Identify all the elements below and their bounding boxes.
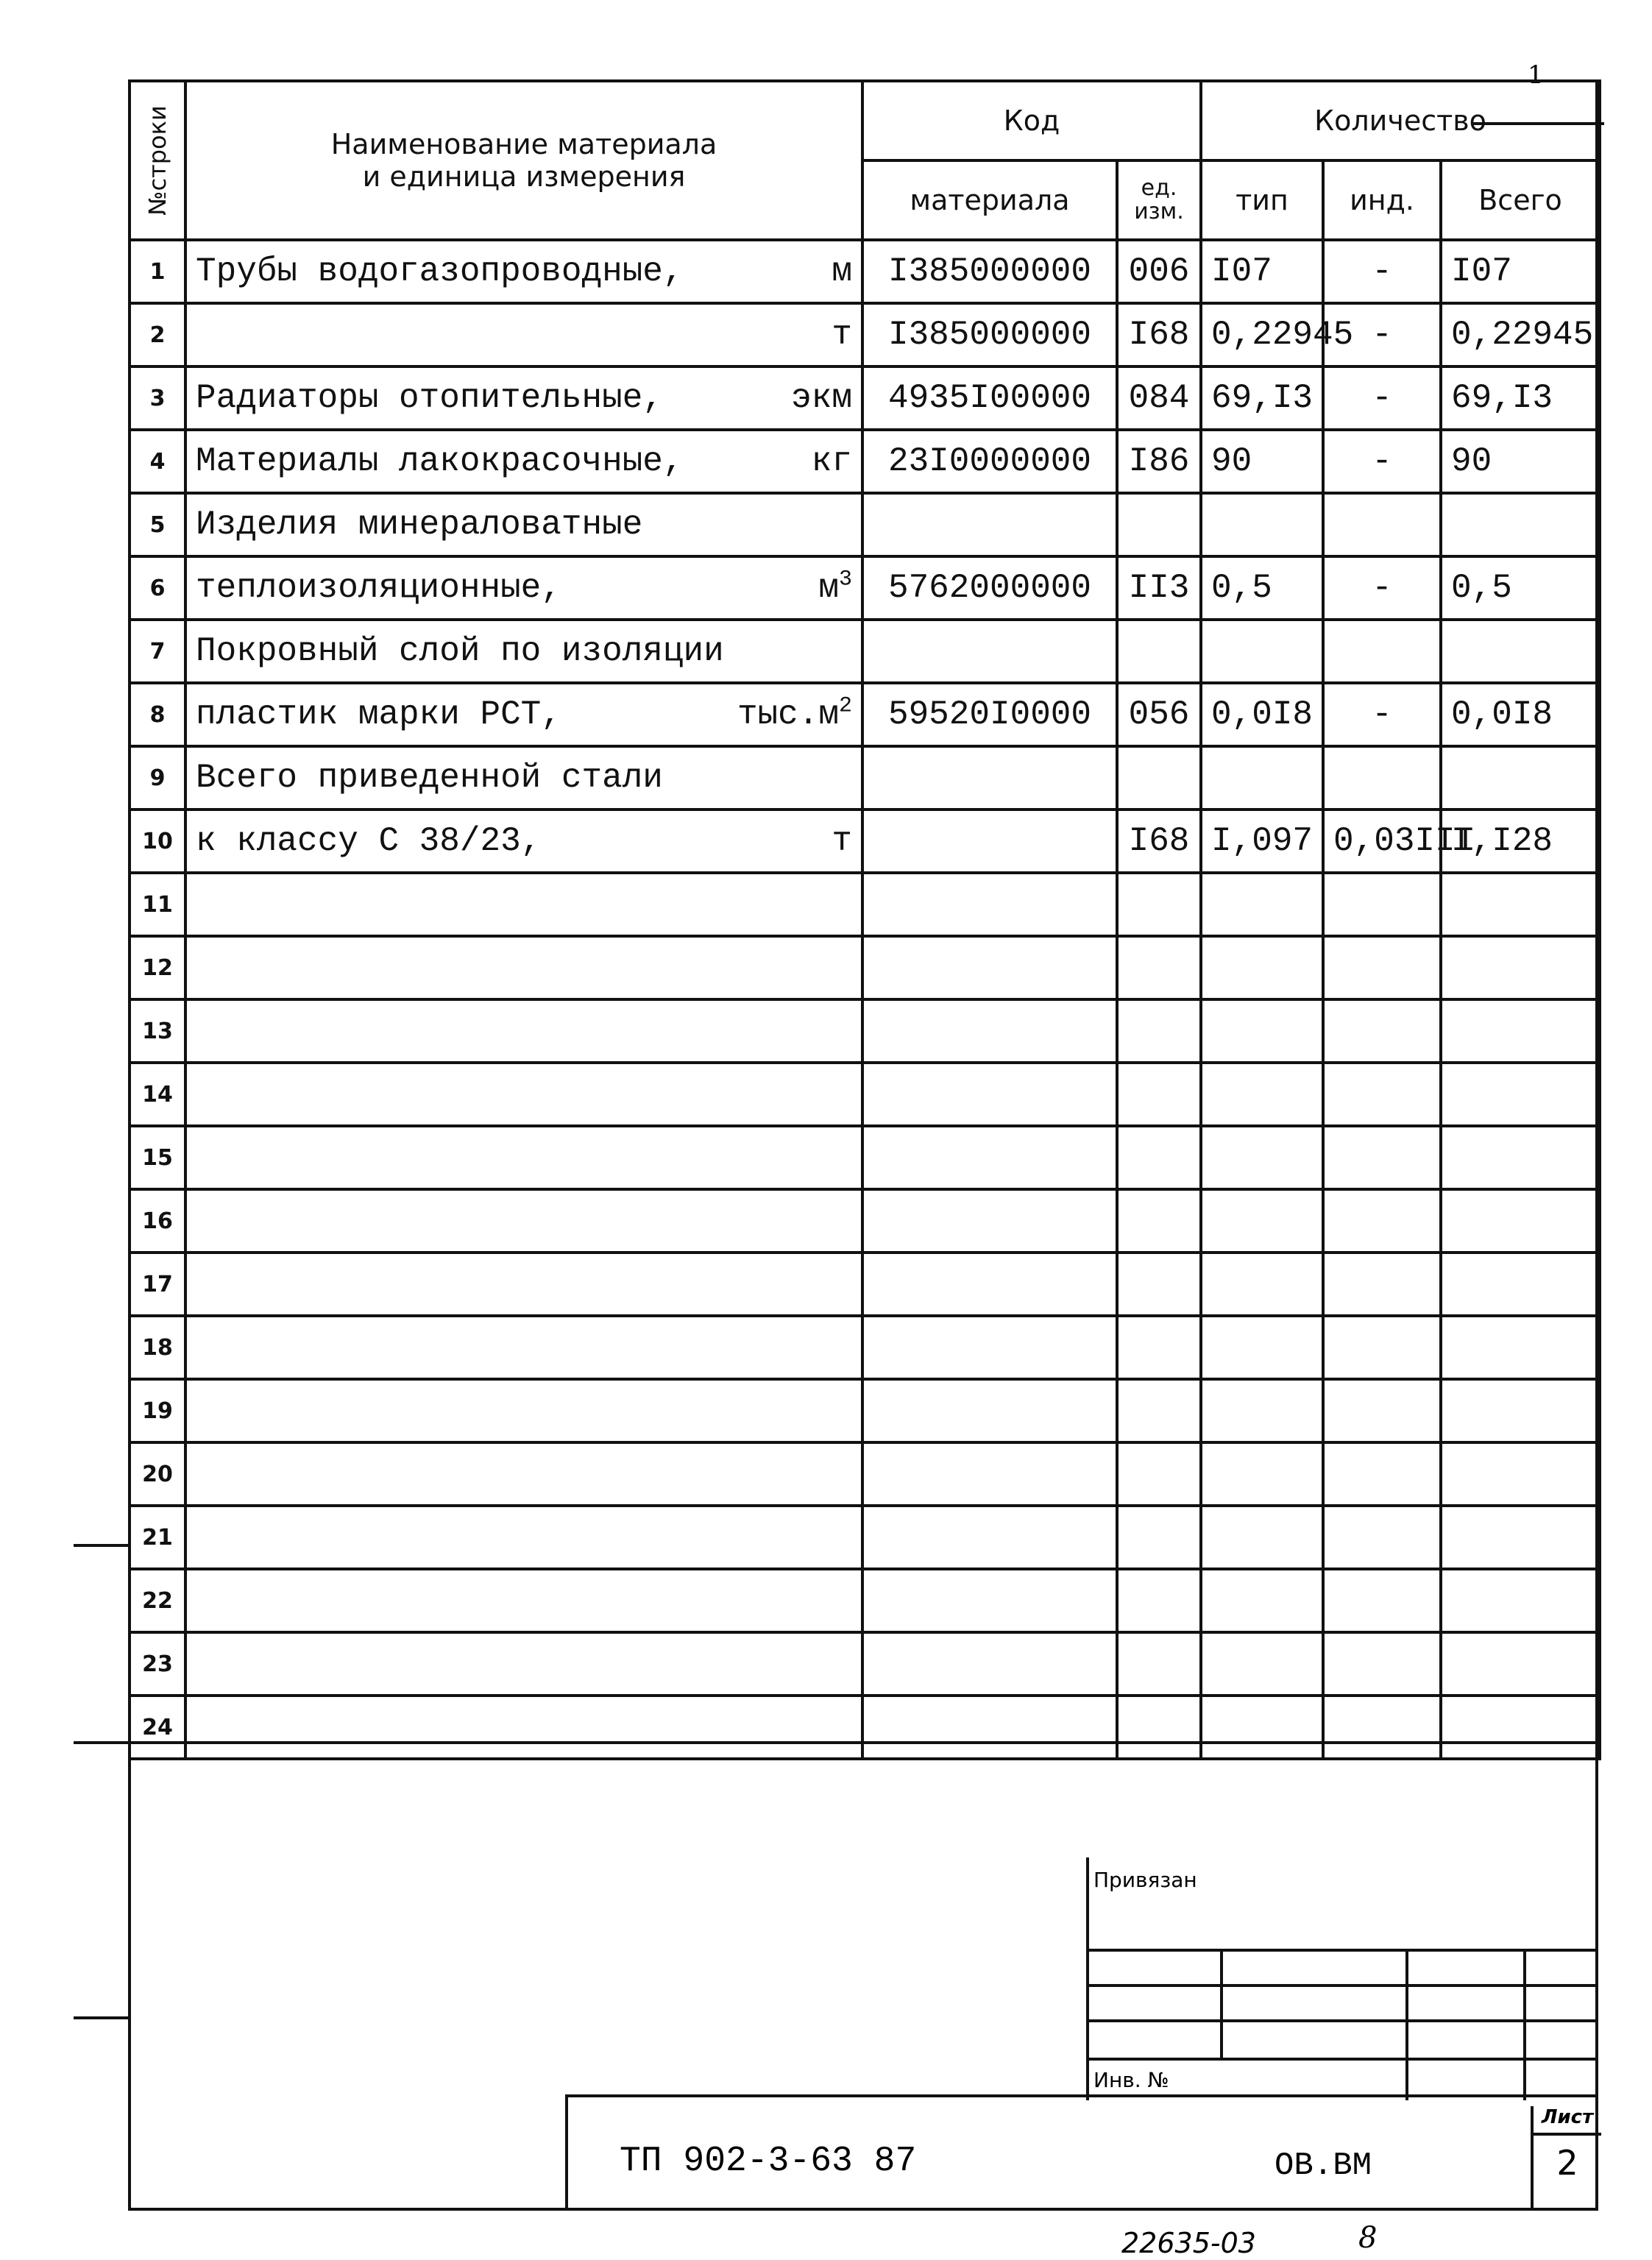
table-row: [130, 1442, 1600, 1506]
table-row: [130, 1253, 1600, 1316]
header-name-line2: и единица измерения: [362, 160, 686, 193]
material-name-cell: [185, 620, 862, 683]
material-name-cell: [185, 1569, 862, 1632]
unit-code: [1117, 873, 1201, 936]
row-number: 22: [130, 1569, 185, 1632]
qty-ind: -: [1323, 240, 1441, 303]
header-row-no-label: №строки: [143, 105, 171, 216]
unit-code: [1117, 1316, 1201, 1379]
table-body: [130, 240, 1600, 1759]
unit-code: [1117, 620, 1201, 683]
material-name: Радиаторы отопительные,: [196, 379, 663, 417]
title-stamp: [565, 2094, 1598, 2209]
qty-type: I07: [1201, 240, 1323, 303]
qty-ind: [1323, 746, 1441, 810]
row-number: 4: [130, 430, 185, 493]
material-name-cell: [185, 1379, 862, 1442]
qty-type: [1201, 1063, 1323, 1126]
unit-code: [1117, 999, 1201, 1063]
qty-ind: [1323, 1126, 1441, 1189]
page-mark: 8: [1358, 2221, 1378, 2255]
material-name-cell: [185, 303, 862, 366]
row-number: 6: [130, 556, 185, 620]
qty-type: I,097: [1201, 810, 1323, 873]
binding-grid: [1086, 1857, 1598, 2100]
qty-total: [1441, 873, 1600, 936]
table-row: [130, 999, 1600, 1063]
materials-table: [128, 79, 1601, 1760]
material-unit: экм: [791, 379, 852, 417]
qty-ind: [1323, 620, 1441, 683]
qty-type: [1201, 1569, 1323, 1632]
qty-ind: [1323, 1696, 1441, 1759]
table-bottom-line: [74, 1741, 1601, 1744]
qty-total: 0,0I8: [1441, 683, 1600, 746]
row-number: 9: [130, 746, 185, 810]
row-number: 16: [130, 1189, 185, 1253]
qty-total: 69,I3: [1441, 366, 1600, 430]
qty-total: [1441, 999, 1600, 1063]
row-number: 8: [130, 683, 185, 746]
material-name-cell: [185, 873, 862, 936]
qty-total: [1441, 1442, 1600, 1506]
archive-number: 22635-03: [1121, 2227, 1256, 2259]
material-name-cell: [185, 240, 862, 303]
material-code: [862, 1126, 1117, 1189]
qty-type: 90: [1201, 430, 1323, 493]
row-number: 15: [130, 1126, 185, 1189]
material-code: 4935I00000: [862, 366, 1117, 430]
qty-total: [1441, 1379, 1600, 1442]
table-row: [130, 1632, 1600, 1696]
material-unit: $тыс.м^2$: [737, 693, 852, 734]
qty-type: 0,5: [1201, 556, 1323, 620]
table-row: [130, 303, 1600, 366]
table-row: [130, 810, 1600, 873]
table-row: [130, 1379, 1600, 1442]
row-number: 2: [130, 303, 185, 366]
material-name-cell: [185, 430, 862, 493]
unit-code: [1117, 1442, 1201, 1506]
table-row: [130, 1569, 1600, 1632]
row-number: 11: [130, 873, 185, 936]
qty-ind: [1323, 1189, 1441, 1253]
material-name-cell: [185, 1506, 862, 1569]
row-number: 5: [130, 493, 185, 556]
table-row: [130, 430, 1600, 493]
row-number: 17: [130, 1253, 185, 1316]
header-code: Код: [862, 81, 1201, 160]
material-name-cell: [185, 999, 862, 1063]
unit-code: [1117, 493, 1201, 556]
qty-type: [1201, 493, 1323, 556]
qty-total: [1441, 1316, 1600, 1379]
qty-type: [1201, 1379, 1323, 1442]
unit-code: [1117, 1632, 1201, 1696]
material-code: [862, 1189, 1117, 1253]
material-unit: м: [832, 252, 852, 291]
qty-total: [1441, 1569, 1600, 1632]
unit-code: 056: [1117, 683, 1201, 746]
qty-ind: -: [1323, 430, 1441, 493]
material-name-cell: [185, 746, 862, 810]
qty-ind: [1323, 936, 1441, 999]
qty-ind: [1323, 1253, 1441, 1316]
table-row: [130, 556, 1600, 620]
qty-total: [1441, 620, 1600, 683]
table-row: [130, 1696, 1600, 1759]
qty-type: 0,22945: [1201, 303, 1323, 366]
row-number: 12: [130, 936, 185, 999]
qty-type: [1201, 1189, 1323, 1253]
material-code: [862, 1316, 1117, 1379]
bound-label: Привязан: [1093, 1868, 1197, 1892]
row-number: 13: [130, 999, 185, 1063]
qty-ind: [1323, 999, 1441, 1063]
material-unit: т: [832, 822, 852, 860]
qty-total: [1441, 1506, 1600, 1569]
unit-code: [1117, 1063, 1201, 1126]
unit-code: [1117, 1696, 1201, 1759]
unit-code: [1117, 936, 1201, 999]
material-code: I385000000: [862, 240, 1117, 303]
material-name-cell: [185, 1189, 862, 1253]
material-unit: $м^3$: [818, 567, 852, 607]
row-number: 20: [130, 1442, 185, 1506]
sheet-label: Лист: [1534, 2106, 1601, 2136]
material-code: I385000000: [862, 303, 1117, 366]
row-number: 18: [130, 1316, 185, 1379]
material-name-cell: [185, 1063, 862, 1126]
table-row: [130, 240, 1600, 303]
material-name: Материалы лакокрасочные,: [196, 442, 684, 481]
qty-total: [1441, 1253, 1600, 1316]
table-row: [130, 1189, 1600, 1253]
qty-type: [1201, 1696, 1323, 1759]
material-name: к классу С 38/23,: [196, 822, 542, 860]
unit-code: [1117, 1126, 1201, 1189]
doc-number: ТП 902-3-63 87: [620, 2142, 917, 2181]
unit-code: 006: [1117, 240, 1201, 303]
material-name: Покровный слой по изоляции: [196, 632, 724, 670]
doc-code: ОВ.ВМ: [1275, 2147, 1372, 2184]
material-code: [862, 1379, 1117, 1442]
table-row: [130, 746, 1600, 810]
material-name: Всего приведенной стали: [196, 759, 663, 797]
qty-type: 69,I3: [1201, 366, 1323, 430]
material-code: [862, 1506, 1117, 1569]
table-row: [130, 1506, 1600, 1569]
material-code: 5762000000: [862, 556, 1117, 620]
qty-ind: [1323, 493, 1441, 556]
material-code: [862, 873, 1117, 936]
margin-tick-2: [74, 2016, 128, 2019]
row-number: 1: [130, 240, 185, 303]
qty-total: 0,5: [1441, 556, 1600, 620]
material-code: [862, 936, 1117, 999]
binding-block: [1086, 1857, 1598, 2100]
qty-total: [1441, 493, 1600, 556]
material-code: [862, 746, 1117, 810]
material-name-cell: [185, 493, 862, 556]
unit-code: [1117, 746, 1201, 810]
header-quantity: Количество: [1201, 81, 1600, 160]
qty-ind: [1323, 1063, 1441, 1126]
table-row: [130, 936, 1600, 999]
material-name-cell: [185, 366, 862, 430]
qty-ind: [1323, 1632, 1441, 1696]
qty-total: [1441, 1696, 1600, 1759]
material-code: [862, 1063, 1117, 1126]
qty-type: [1201, 936, 1323, 999]
table-row: [130, 1063, 1600, 1126]
qty-ind: [1323, 1569, 1441, 1632]
qty-type: [1201, 1506, 1323, 1569]
unit-code: I86: [1117, 430, 1201, 493]
table-row: [130, 366, 1600, 430]
material-name: Изделия минераловатные: [196, 506, 643, 544]
table-row: [130, 873, 1600, 936]
unit-code: I68: [1117, 810, 1201, 873]
material-unit: кг: [811, 442, 852, 481]
qty-total: 0,22945: [1441, 303, 1600, 366]
qty-type: [1201, 999, 1323, 1063]
qty-ind: [1323, 1506, 1441, 1569]
material-code: [862, 1632, 1117, 1696]
material-code: [862, 810, 1117, 873]
unit-code: [1117, 1189, 1201, 1253]
header-row-no: [130, 81, 185, 240]
qty-type: [1201, 1632, 1323, 1696]
qty-ind: [1323, 873, 1441, 936]
row-number: 19: [130, 1379, 185, 1442]
qty-total: [1441, 1063, 1600, 1126]
sheet-number: 2: [1556, 2143, 1578, 2183]
material-name-cell: [185, 1696, 862, 1759]
qty-total: [1441, 1126, 1600, 1189]
qty-type: [1201, 620, 1323, 683]
material-name: пластик марки РСТ,: [196, 695, 561, 734]
row-number: 14: [130, 1063, 185, 1126]
material-code: [862, 1569, 1117, 1632]
header-unit: ед. изм.: [1117, 160, 1201, 240]
row-number: 23: [130, 1632, 185, 1696]
qty-type: [1201, 1253, 1323, 1316]
row-number: 10: [130, 810, 185, 873]
header-total: Всего: [1441, 160, 1600, 240]
table-row: [130, 620, 1600, 683]
qty-total: [1441, 936, 1600, 999]
unit-code: [1117, 1569, 1201, 1632]
material-code: [862, 1696, 1117, 1759]
material-name-cell: [185, 1316, 862, 1379]
corner-mark: 1: [1528, 60, 1544, 90]
qty-ind: 0,03III: [1323, 810, 1441, 873]
sheet-box: [1531, 2106, 1601, 2209]
qty-total: [1441, 1189, 1600, 1253]
material-code: [862, 620, 1117, 683]
qty-total: I,I28: [1441, 810, 1600, 873]
material-code: [862, 493, 1117, 556]
qty-ind: -: [1323, 366, 1441, 430]
material-code: 59520I0000: [862, 683, 1117, 746]
header-name: [185, 81, 862, 240]
row-number: 7: [130, 620, 185, 683]
qty-total: 90: [1441, 430, 1600, 493]
qty-ind: [1323, 1316, 1441, 1379]
qty-type: 0,0I8: [1201, 683, 1323, 746]
qty-ind: [1323, 1379, 1441, 1442]
unit-code: [1117, 1253, 1201, 1316]
material-name: Трубы водогазопроводные,: [196, 252, 684, 291]
qty-total: I07: [1441, 240, 1600, 303]
header-type: тип: [1201, 160, 1323, 240]
material-code: [862, 1253, 1117, 1316]
qty-ind: -: [1323, 556, 1441, 620]
material-name-cell: [185, 810, 862, 873]
table-row: [130, 1126, 1600, 1189]
material-name: теплоизоляционные,: [196, 569, 561, 607]
material-name-cell: [185, 1442, 862, 1506]
table-row: [130, 493, 1600, 556]
qty-ind: -: [1323, 683, 1441, 746]
qty-type: [1201, 1442, 1323, 1506]
material-code: [862, 1442, 1117, 1506]
qty-type: [1201, 746, 1323, 810]
table-row: [130, 1316, 1600, 1379]
material-name-cell: [185, 1632, 862, 1696]
material-name-cell: [185, 556, 862, 620]
header-material: материала: [862, 160, 1117, 240]
header-name-line1: Наименование материала: [330, 128, 717, 160]
unit-code: [1117, 1506, 1201, 1569]
material-name-cell: [185, 683, 862, 746]
material-code: 23I0000000: [862, 430, 1117, 493]
unit-code: I68: [1117, 303, 1201, 366]
margin-tick-1: [74, 1544, 128, 1547]
qty-type: [1201, 1316, 1323, 1379]
material-name-cell: [185, 1126, 862, 1189]
row-number: 21: [130, 1506, 185, 1569]
qty-total: [1441, 746, 1600, 810]
header-ind: инд.: [1323, 160, 1441, 240]
qty-ind: [1323, 1442, 1441, 1506]
material-code: [862, 999, 1117, 1063]
qty-total: [1441, 1632, 1600, 1696]
qty-ind: -: [1323, 303, 1441, 366]
inv-label: Инв. №: [1093, 2068, 1169, 2092]
material-unit: т: [832, 316, 852, 354]
qty-type: [1201, 1126, 1323, 1189]
unit-code: II3: [1117, 556, 1201, 620]
row-number: 3: [130, 366, 185, 430]
unit-code: [1117, 1379, 1201, 1442]
table-row: [130, 683, 1600, 746]
row-number: 24: [130, 1696, 185, 1759]
material-name-cell: [185, 1253, 862, 1316]
unit-code: 084: [1117, 366, 1201, 430]
qty-type: [1201, 873, 1323, 936]
material-name-cell: [185, 936, 862, 999]
